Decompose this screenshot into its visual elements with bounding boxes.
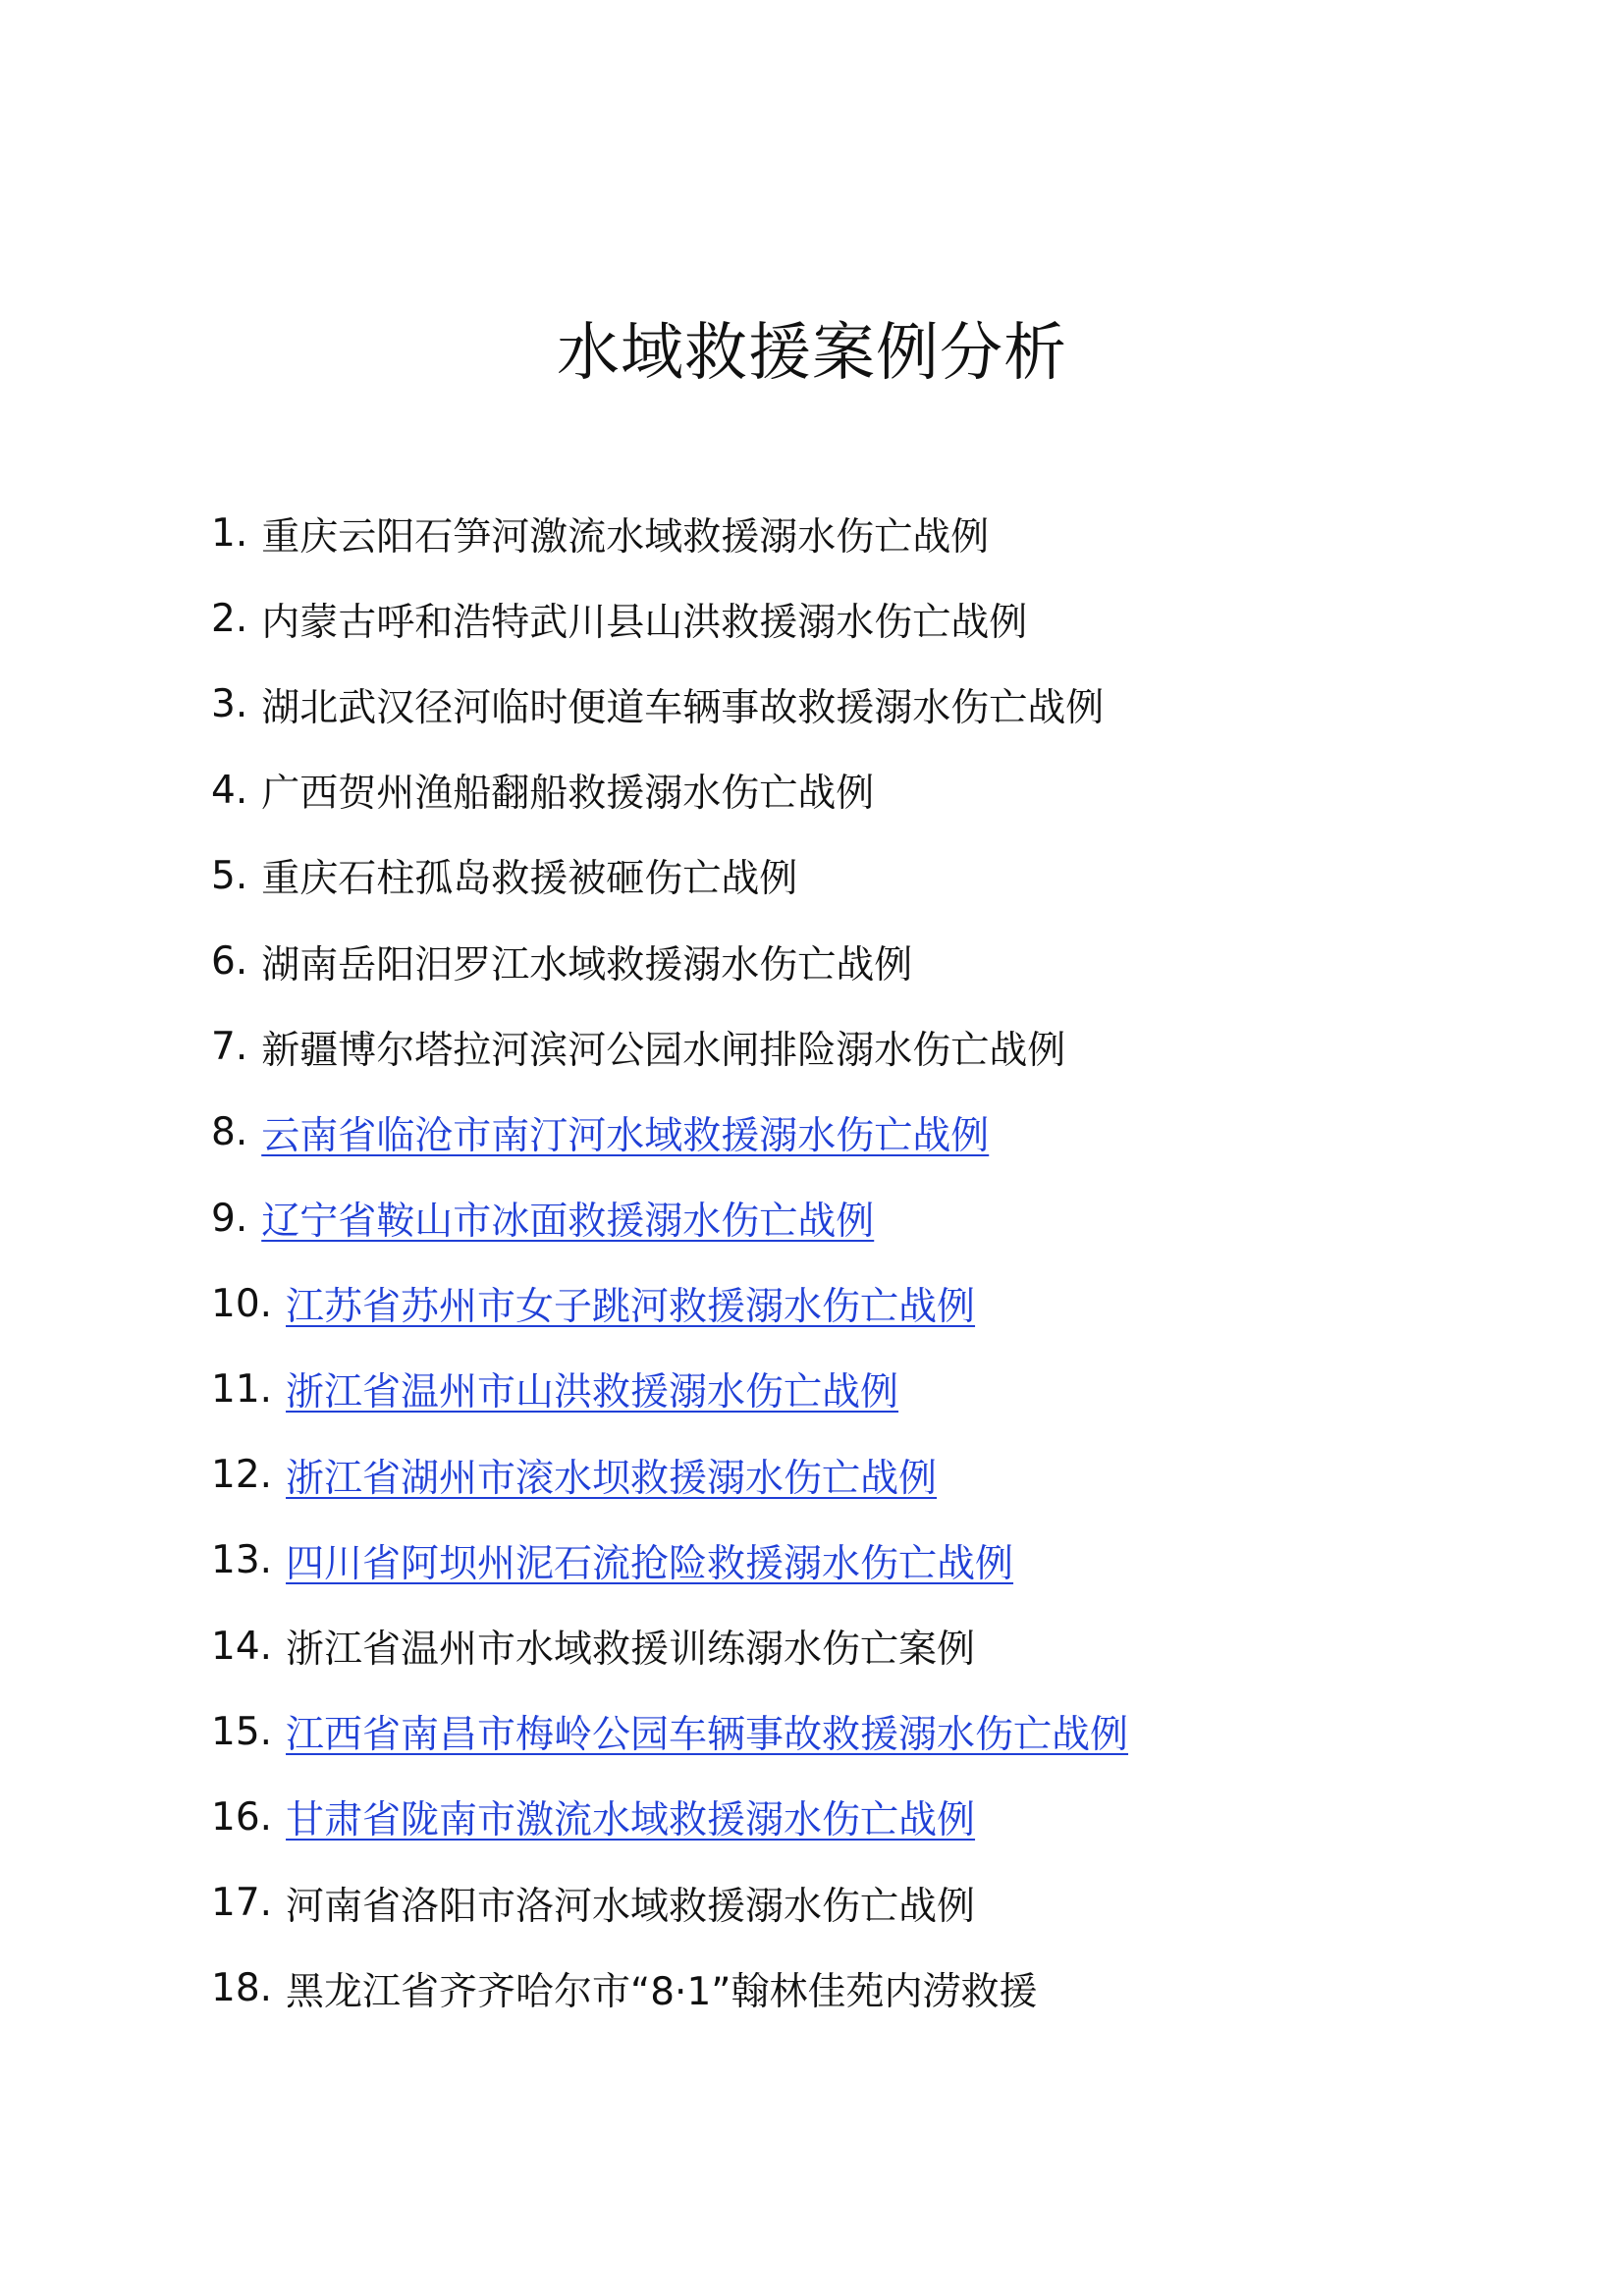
toc-item-link[interactable]: 浙江省温州市山洪救援溺水伤亡战例 [286, 1370, 899, 1415]
toc-item-text: 黑龙江省齐齐哈尔市“8·1”翰林佳苑内涝救援 [286, 1969, 1038, 2014]
toc-item[interactable] [211, 1347, 1488, 1432]
toc-item-number: 7. [211, 1025, 248, 1070]
toc-item-text: 湖南岳阳汨罗江水域救援溺水伤亡战例 [261, 942, 913, 988]
toc-item-number: 17. [211, 1881, 273, 1926]
toc-item[interactable] [211, 1432, 1488, 1518]
table-of-contents [211, 491, 1488, 2031]
toc-item-link[interactable]: 辽宁省鞍山市冰面救援溺水伤亡战例 [261, 1200, 875, 1245]
toc-item-number: 3. [211, 682, 248, 727]
toc-item-number: 2. [211, 597, 248, 642]
toc-item [211, 748, 1488, 833]
toc-item [211, 1946, 1488, 2031]
toc-item-text: 浙江省温州市水域救援训练溺水伤亡案例 [286, 1628, 976, 1673]
toc-item-number: 1. [211, 511, 248, 557]
toc-item [211, 1603, 1488, 1688]
toc-item-text: 广西贺州渔船翻船救援溺水伤亡战例 [261, 772, 875, 817]
toc-item-number: 18. [211, 1966, 273, 2011]
toc-item[interactable] [211, 1090, 1488, 1175]
toc-item[interactable] [211, 1176, 1488, 1261]
toc-item-number: 15. [211, 1709, 273, 1754]
page-title: 水域救援案例分析 [557, 317, 1067, 390]
toc-item-text: 河南省洛阳市洛河水域救援溺水伤亡战例 [286, 1884, 976, 1929]
toc-item-link[interactable]: 江苏省苏州市女子跳河救援溺水伤亡战例 [286, 1285, 976, 1330]
toc-item-link[interactable]: 江西省南昌市梅岭公园车辆事故救援溺水伤亡战例 [286, 1713, 1129, 1758]
toc-item-number: 8. [211, 1110, 248, 1155]
toc-item-text: 内蒙古呼和浩特武川县山洪救援溺水伤亡战例 [261, 600, 1028, 645]
toc-item-number: 11. [211, 1366, 273, 1412]
toc-item[interactable] [211, 1518, 1488, 1603]
toc-item [211, 919, 1488, 1004]
toc-item [211, 491, 1488, 576]
toc-item-text: 新疆博尔塔拉河滨河公园水闸排险溺水伤亡战例 [261, 1028, 1066, 1073]
toc-item-number: 16. [211, 1794, 273, 1840]
toc-item-number: 9. [211, 1196, 248, 1241]
toc-item [211, 662, 1488, 747]
toc-item [211, 1004, 1488, 1090]
toc-item-number: 5. [211, 853, 248, 898]
toc-item [211, 576, 1488, 662]
toc-item-number: 10. [211, 1281, 273, 1326]
toc-item[interactable] [211, 1261, 1488, 1347]
toc-item-text: 湖北武汉径河临时便道车辆事故救援溺水伤亡战例 [261, 685, 1105, 730]
toc-item-number: 6. [211, 939, 248, 985]
toc-item-link[interactable]: 浙江省湖州市滚水坝救援溺水伤亡战例 [286, 1456, 938, 1501]
toc-item-link[interactable]: 甘肃省陇南市激流水域救援溺水伤亡战例 [286, 1798, 976, 1843]
toc-item-link[interactable]: 云南省临沧市南汀河水域救援溺水伤亡战例 [261, 1113, 990, 1158]
toc-item-text: 重庆云阳石笋河激流水域救援溺水伤亡战例 [261, 514, 990, 560]
toc-item[interactable] [211, 1775, 1488, 1860]
toc-item-number: 4. [211, 768, 248, 813]
toc-item-text: 重庆石柱孤岛救援被砸伤亡战例 [261, 857, 798, 902]
toc-item [211, 1860, 1488, 1946]
toc-item-link[interactable]: 四川省阿坝州泥石流抢险救援溺水伤亡战例 [286, 1541, 1014, 1586]
toc-item-number: 13. [211, 1538, 273, 1583]
toc-item[interactable] [211, 1689, 1488, 1775]
toc-item-number: 12. [211, 1453, 273, 1498]
toc-item-number: 14. [211, 1624, 273, 1669]
toc-item [211, 833, 1488, 919]
